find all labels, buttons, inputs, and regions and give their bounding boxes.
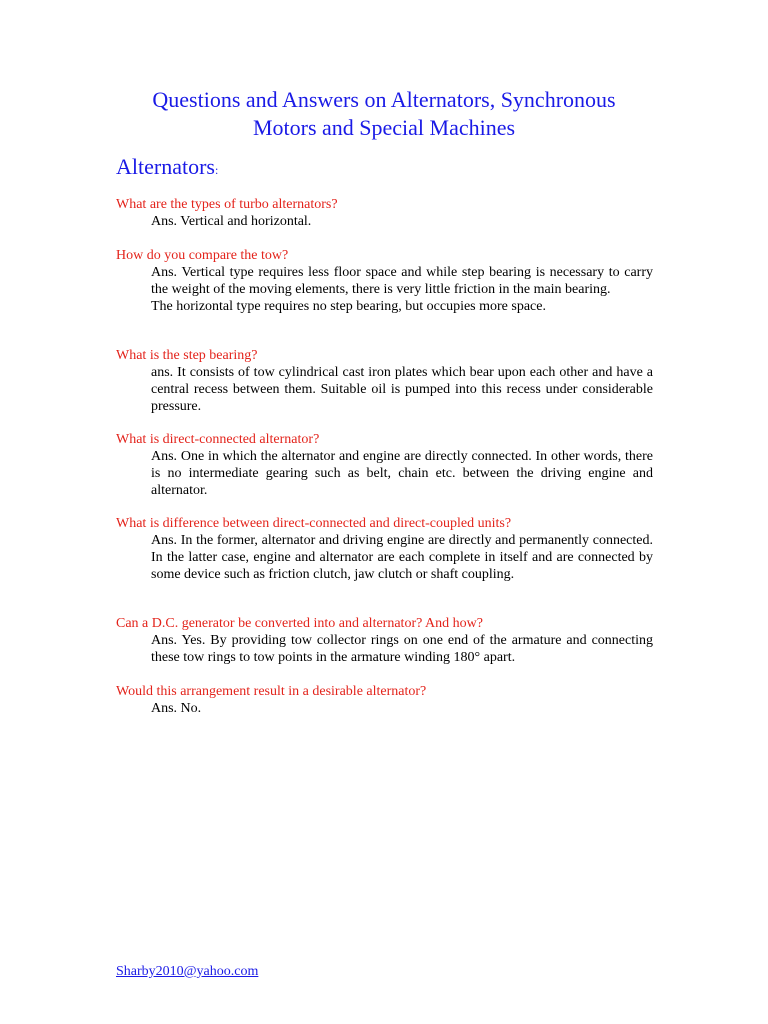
answer-paragraph: Ans. Vertical type requires less floor space and while step bearing is necessary to carry the weight of the moving elements, there is very little friction in the main bearing. bbox=[151, 265, 653, 297]
qa-item-3 bbox=[116, 347, 653, 415]
document-title bbox=[0, 86, 768, 142]
answer bbox=[151, 532, 653, 583]
title-line-2: Motors and Special Machines bbox=[252, 115, 516, 140]
question: Can a D.C. generator be converted into and alternator? And how? bbox=[116, 616, 483, 631]
answer-paragraph: Ans. One in which the alternator and engine are directly connected. In other words, there is no intermediate gearing such as belt, chain etc. between the driving engine and alternator. bbox=[151, 449, 653, 498]
title-line-1: Questions and Answers on Alternators, Synchronous bbox=[152, 87, 616, 112]
qa-item-2 bbox=[116, 247, 653, 315]
answer bbox=[151, 700, 653, 717]
answer bbox=[151, 632, 653, 666]
answer-paragraph: Ans. In the former, alternator and driving engine are directly and permanently connected. In the latter case, engine and alternator are each complete in itself and are connected by some device such as friction clutch, jaw clutch or shaft coupling. bbox=[151, 533, 653, 582]
footer-email-link[interactable]: Sharby2010@yahoo.com bbox=[116, 964, 259, 979]
answer-paragraph: Ans. Vertical and horizontal. bbox=[151, 214, 312, 229]
answer-paragraph: Ans. No. bbox=[151, 701, 202, 716]
question: Would this arrangement result in a desirable alternator? bbox=[116, 684, 427, 699]
answer bbox=[151, 213, 653, 230]
qa-item-7 bbox=[116, 683, 653, 717]
question: What are the types of turbo alternators? bbox=[116, 197, 338, 212]
question: What is the step bearing? bbox=[116, 348, 258, 363]
question: How do you compare the tow? bbox=[116, 248, 289, 263]
section-heading-colon: : bbox=[214, 163, 219, 177]
qa-item-4 bbox=[116, 431, 653, 499]
answer bbox=[151, 364, 653, 415]
answer bbox=[151, 448, 653, 499]
qa-item-5 bbox=[116, 515, 653, 583]
question: What is direct-connected alternator? bbox=[116, 432, 320, 447]
answer-paragraph: ans. It consists of tow cylindrical cast iron plates which bear upon each other and have a central recess between them. Suitable oil is pumped into this recess under considerable pressure. bbox=[151, 365, 653, 414]
qa-item-1 bbox=[116, 196, 653, 230]
section-heading-text: Alternators bbox=[116, 154, 215, 179]
answer-paragraph: Ans. Yes. By providing tow collector rings on one end of the armature and connecting these tow rings to tow points in the armature winding 180° apart. bbox=[151, 633, 653, 665]
question: What is difference between direct-connected and direct-coupled units? bbox=[116, 516, 512, 531]
answer bbox=[151, 264, 653, 315]
qa-item-6 bbox=[116, 615, 653, 666]
answer-paragraph: The horizontal type requires no step bearing, but occupies more space. bbox=[151, 299, 546, 314]
section-heading bbox=[116, 153, 218, 184]
